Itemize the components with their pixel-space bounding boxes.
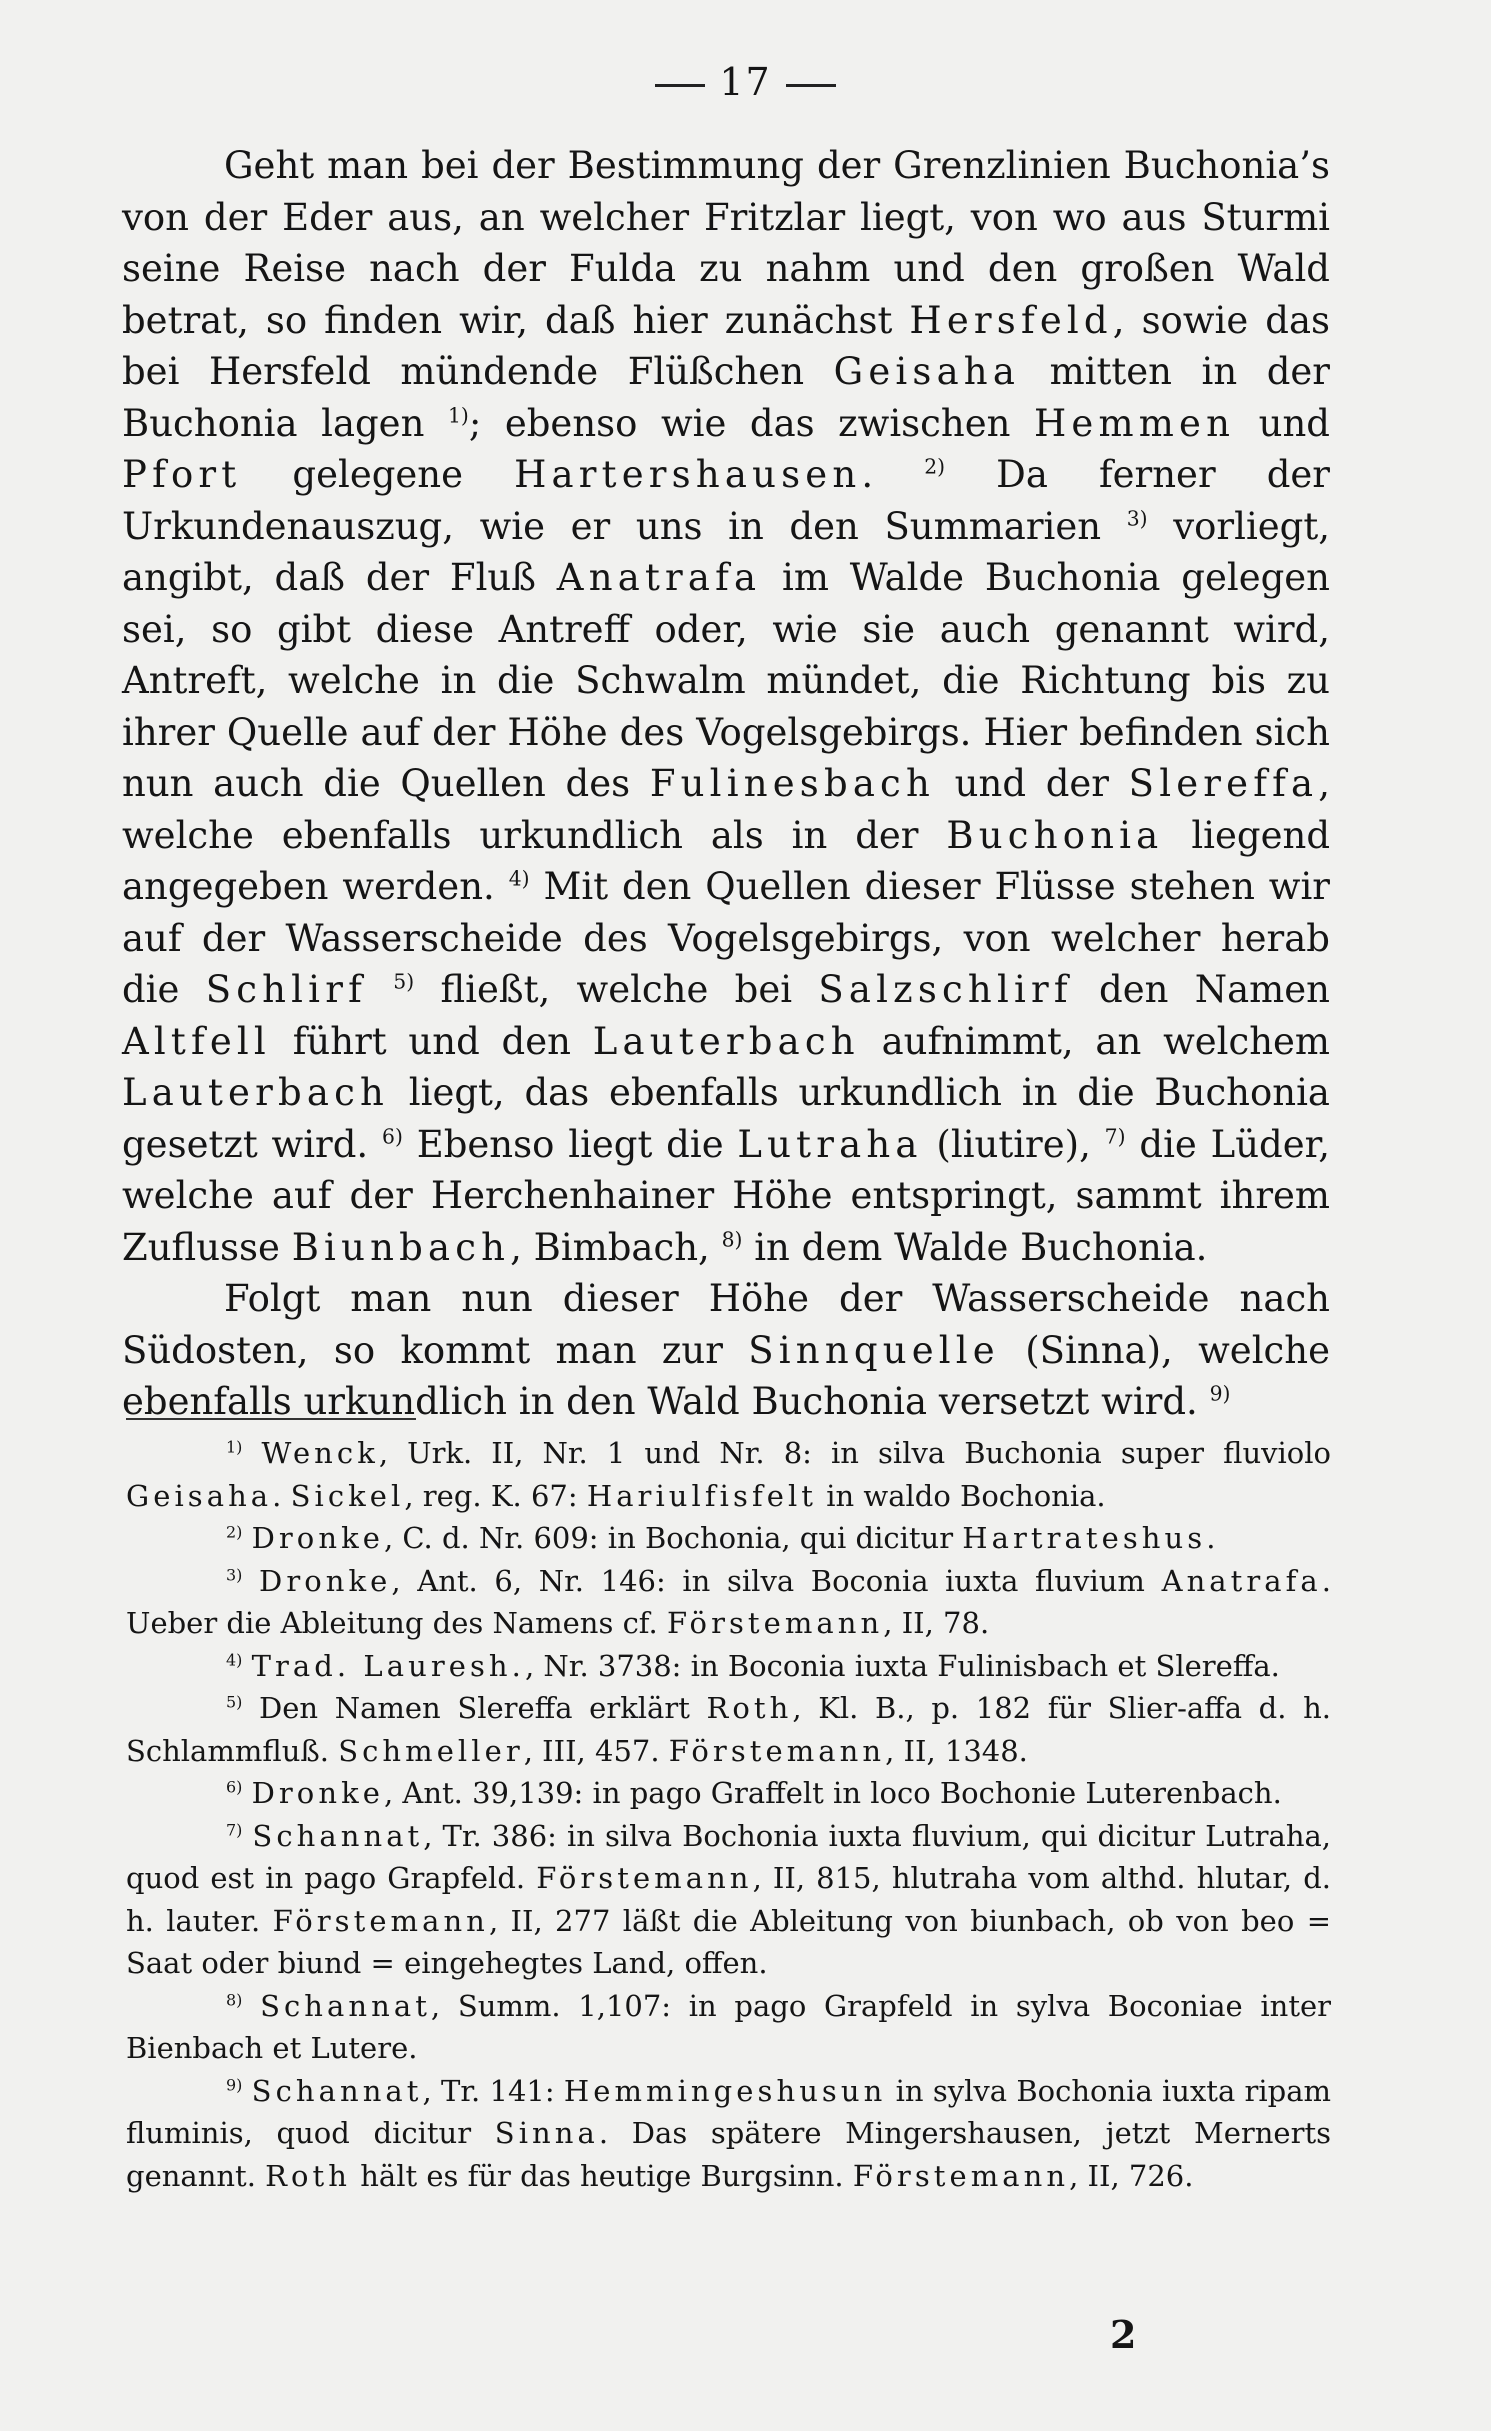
spaced-name: Hersfeld	[909, 298, 1113, 342]
footnote-divider	[126, 1418, 416, 1420]
spaced-name: Schlirf	[205, 968, 367, 1011]
spaced-name: Lutraha	[737, 1122, 923, 1166]
footnote-1: $^{1)}$ Wenck, Urk. II, Nr. 1 und Nr. 8: in silva Buchonia super fluviolo Geisaha. Sickel, reg. K. 67: Hariulfisfelt in waldo Bochonia.	[126, 1436, 1331, 1513]
spaced-name: Altfell	[122, 1019, 271, 1063]
header-dash-left	[655, 84, 705, 87]
spaced-name: Salzschlirf	[818, 968, 1073, 1011]
spaced-name: Buchonia	[946, 813, 1164, 857]
footnote-ref: 9)	[1209, 1381, 1231, 1406]
spaced-name: Lauterbach	[122, 1071, 390, 1114]
spaced-name: Slereffa	[1128, 762, 1319, 805]
footnote-ref: 7)	[1104, 1124, 1126, 1149]
footnote-6: $^{6)}$ Dronke, Ant. 39,139: in pago Graffelt in loco Bochonie Luterenbach.	[226, 1776, 1282, 1810]
spaced-name: Biunbach	[291, 1225, 511, 1269]
footnote-7: $^{7)}$ Schannat, Tr. 386: in silva Bochonia iuxta fluvium, qui dicitur Lutraha, quod est in pago Grapfeld. Förstemann, II, 815, hlutraha vom althd. hlutar, d. h. lauter. Förstemann, II, 277 läßt die Ableitung von biunbach, ob von beo = Saat oder biund = eingehegtes Land, offen.	[126, 1818, 1332, 1980]
footnote-ref: 2)	[924, 454, 946, 479]
footnote-3: $^{3)}$ Dronke, Ant. 6, Nr. 146: in silva Boconia iuxta fluvium Anatrafa. Ueber die Ableitung des Namens cf. Förstemann, II, 78.	[126, 1563, 1331, 1640]
footnote-ref: 3)	[1126, 506, 1148, 531]
spaced-name: Lauterbach	[592, 1019, 860, 1063]
footnote-ref: 4)	[508, 866, 530, 891]
footnote-ref: 6)	[382, 1124, 403, 1149]
spaced-name: Hemmen	[1033, 401, 1236, 445]
footnote-ref: 1)	[447, 403, 469, 428]
paragraph: Folgt man nun dieser Höhe der Wasserscheide nach Südosten, so kommt man zur Sinnquelle (Sinna), welche ebenfalls urkundlich in den Wald Buchonia versetzt wird. $^{9)}$	[122, 1277, 1330, 1423]
footnote-8: $^{8)}$ Schannat, Summ. 1,107: in pago Grapfeld in sylva Boconiae inter Bienbach et Lutere.	[126, 1988, 1332, 2065]
header-dash-right	[786, 84, 836, 87]
signature-mark: 2	[1110, 2312, 1137, 2357]
spaced-name: Anatrafa	[556, 556, 762, 599]
footnote-2: $^{2)}$ Dronke, C. d. Nr. 609: in Bochonia, qui dicitur Hartrateshus.	[226, 1521, 1216, 1555]
footnote-ref: 8)	[721, 1227, 743, 1252]
footnotes	[126, 1432, 1331, 2197]
paragraph: Geht man bei der Bestimmung der Grenzlinien Buchonia’s von der Eder aus, an welcher Fritzlar liegt, von wo aus Sturmi seine Reise nach der Fulda zu nahm und den großen Wald betrat, so finden wir, daß hier zunächst Hersfeld, sowie das bei Hersfeld mündende Flüßchen Geisaha mitten in der Buchonia lagen $^{1)}$; ebenso wie das zwischen Hemmen und Pfort gelegene Hartershausen. $^{2)}$ Da ferner der Urkundenauszug, wie er uns in den Summarien $^{3)}$ vorliegt, angibt, daß der Fluß Anatrafa im Walde Buchonia gelegen sei, so gibt diese Antreff oder, wie sie auch genannt wird, Antreft, welche in die Schwalm mündet, die Richtung bis zu ihrer Quelle auf der Höhe des Vogelsgebirgs. Hier befinden sich nun auch die Quellen des Fulinesbach und der Slereffa, welche ebenfalls urkundlich als in der Buchonia liegend angegeben werden. $^{4)}$ Mit den Quellen dieser Flüsse stehen wir auf der Wasserscheide des Vogelsgebirgs, von welcher herab die Schlirf $^{5)}$ fließt, welche bei Salzschlirf den Namen Altfell führt und den Lauterbach aufnimmt, an welchem Lauterbach liegt, das ebenfalls urkundlich in die Buchonia gesetzt wird. $^{6)}$ Ebenso liegt die Lutraha (liutire), $^{7)}$ die Lüder, welche auf der Herchenhainer Höhe entspringt, sammt ihrem Zuflusse Biunbach, Bimbach, $^{8)}$ in dem Walde Buchonia.	[122, 144, 1331, 1269]
footnote-9: $^{9)}$ Schannat, Tr. 141: Hemmingeshusun in sylva Bochonia iuxta ripam fluminis, quod dicitur Sinna. Das spätere Mingershausen, jetzt Mernerts genannt. Roth hält es für das heutige Burgsinn. Förstemann, II, 726.	[126, 2073, 1332, 2193]
page-number-header	[0, 60, 1491, 104]
spaced-name: Geisaha	[833, 350, 1021, 393]
main-text	[122, 140, 1330, 1428]
page-number: 17	[719, 60, 772, 104]
spaced-name: Fulinesbach	[649, 762, 935, 805]
footnote-4: $^{4)}$ Trad. Lauresh., Nr. 3738: in Boconia iuxta Fulinisbach et Slereffa.	[226, 1648, 1280, 1683]
spaced-name: Pfort	[122, 453, 242, 496]
spaced-name: Hartershausen	[514, 453, 862, 496]
footnote-ref: 5)	[393, 969, 415, 994]
footnote-5: $^{5)}$ Den Namen Slereffa erklärt Roth, Kl. B., p. 182 für Slier-affa d. h. Schlammfluß. Schmeller, III, 457. Förstemann, II, 1348.	[126, 1691, 1331, 1768]
spaced-name: Sinnquelle	[748, 1328, 1000, 1372]
